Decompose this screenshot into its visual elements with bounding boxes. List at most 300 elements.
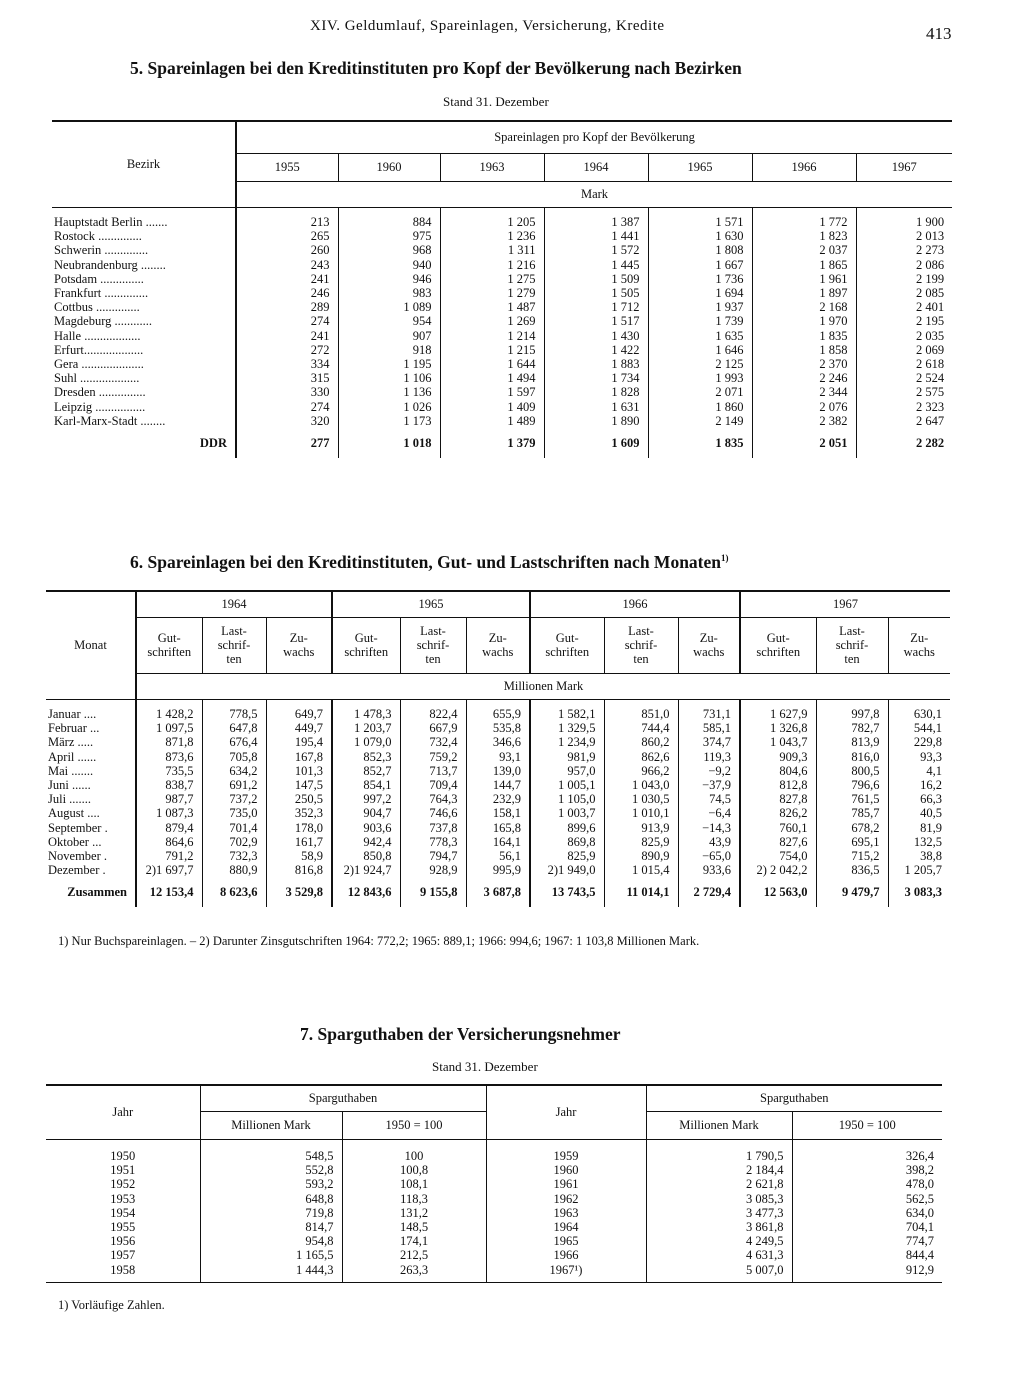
table-cell: 1 883 <box>544 357 648 371</box>
table7-subheader-mm-right: Millionen Mark <box>646 1111 792 1139</box>
table7-spacer-cell <box>792 1139 942 1149</box>
table5-col-label: Bezirk <box>52 121 236 207</box>
table-row <box>52 329 952 343</box>
table-row <box>46 821 950 835</box>
subheader-line: ten <box>844 652 860 666</box>
table6-subheader <box>740 617 816 673</box>
month-name: Januar .... <box>46 707 136 721</box>
table-cell: 1 582,1 <box>530 707 604 721</box>
table-cell: 827,8 <box>740 792 816 806</box>
table-cell: 997,8 <box>816 707 888 721</box>
table-cell: 1 215 <box>440 343 544 357</box>
subheader-line: schriften <box>756 645 801 659</box>
table-cell: 907 <box>338 329 440 343</box>
table7-group-header-left: Sparguthaben <box>200 1085 486 1111</box>
table-row <box>46 863 950 877</box>
table-cell: 2 647 <box>915 413 945 428</box>
table-cell: 213 <box>236 215 338 229</box>
table-cell: 704,1 <box>905 1220 935 1235</box>
table-cell: 2 035 <box>915 328 945 343</box>
table-cell: 2 199 <box>915 271 945 286</box>
table-cell: 778,5 <box>202 707 266 721</box>
table6-col-label: Monat <box>46 591 136 699</box>
table-cell: 1 010,1 <box>604 806 678 820</box>
table-cell: 862,6 <box>604 750 678 764</box>
table5-spacer-cell <box>752 207 856 215</box>
year-cell: 1956 <box>46 1234 200 1248</box>
table6-subheader <box>266 617 332 673</box>
year-cell: 1966 <box>486 1248 646 1262</box>
table-row <box>52 243 952 257</box>
table-cell: 1 311 <box>440 243 544 257</box>
year-cell: 1955 <box>46 1220 200 1234</box>
table-cell: 1 003,7 <box>530 806 604 820</box>
district-name: Frankfurt .............. <box>52 286 236 300</box>
month-name: Mai ....... <box>46 764 136 778</box>
year-cell: 1952 <box>46 1177 200 1191</box>
table-cell: 903,6 <box>332 821 400 835</box>
table-cell: 161,7 <box>266 835 332 849</box>
table-cell: 2 323 <box>915 399 945 414</box>
table-cell: 3 477,3 <box>646 1206 792 1220</box>
table-cell: 968 <box>338 243 440 257</box>
table-cell: 649,7 <box>266 707 332 721</box>
table-cell: 212,5 <box>342 1248 486 1262</box>
table-cell: 854,1 <box>332 778 400 792</box>
table-cell: 873,6 <box>136 750 202 764</box>
subheader-line: ten <box>425 652 441 666</box>
table-cell: 975 <box>338 229 440 243</box>
table-cell: −14,3 <box>678 821 740 835</box>
table-cell: 1 970 <box>752 314 856 328</box>
table-cell: 884 <box>338 215 440 229</box>
table-cell: 946 <box>338 272 440 286</box>
table-cell: 1 089 <box>338 300 440 314</box>
table-cell: 2 168 <box>752 300 856 314</box>
table-cell: 274 <box>236 400 338 414</box>
table-cell: 813,9 <box>816 735 888 749</box>
table6-spacer-cell <box>530 699 604 707</box>
table-cell: 1 422 <box>544 343 648 357</box>
table-row <box>52 385 952 399</box>
table-cell: 1 079,0 <box>332 735 400 749</box>
table-cell: 1 823 <box>752 229 856 243</box>
table-cell: 879,4 <box>136 821 202 835</box>
table-row <box>46 735 950 749</box>
table-cell: 909,3 <box>740 750 816 764</box>
table-cell: 250,5 <box>266 792 332 806</box>
table-row <box>52 215 952 229</box>
table-cell: 1 509 <box>544 272 648 286</box>
year-cell: 1965 <box>486 1234 646 1248</box>
table5-unit: Mark <box>580 186 609 201</box>
table5-total-row <box>52 428 952 458</box>
table-cell: 118,3 <box>342 1192 486 1206</box>
table-cell: 398,2 <box>905 1163 935 1178</box>
table6-subheader <box>400 617 466 673</box>
table-cell: 1 203,7 <box>332 721 400 735</box>
table-cell: 826,2 <box>740 806 816 820</box>
table5 <box>52 120 952 458</box>
table-cell: 2 069 <box>915 342 945 357</box>
total-cell: 1 379 <box>440 428 544 458</box>
table-cell: 966,2 <box>604 764 678 778</box>
table-cell: 1 444,3 <box>200 1263 342 1277</box>
table-cell: 3 085,3 <box>646 1192 792 1206</box>
table-cell: 933,6 <box>678 863 740 877</box>
total-cell: 12 153,4 <box>136 877 202 907</box>
table6-footnote: 1) Nur Buchspareinlagen. – 2) Darunter Zinsgutschriften 1964: 772,2; 1965: 889,1; 1966: 994,6; 1967: 1 103,8 Millionen Mark. <box>58 934 700 948</box>
table6-title-text: 6. Spareinlagen bei den Kreditinstituten, Gut- und Lastschriften nach Monaten <box>130 552 722 572</box>
table-cell: −65,0 <box>678 849 740 863</box>
table6-subheader <box>466 617 530 673</box>
table6-spacer-cell <box>46 699 136 707</box>
table6-spacer-cell <box>740 699 816 707</box>
total-cell: 2 051 <box>752 428 856 458</box>
table-cell: 2 273 <box>915 243 945 258</box>
table-cell: 131,2 <box>342 1206 486 1220</box>
table-cell: 544,1 <box>913 721 943 736</box>
total-cell: 8 623,6 <box>202 877 266 907</box>
district-name: Leipzig ................ <box>52 400 236 414</box>
table-cell: 954 <box>338 314 440 328</box>
table-cell: 1 205,7 <box>904 863 943 878</box>
table5-year-header: 1955 <box>236 153 338 181</box>
month-name: Juni ...... <box>46 778 136 792</box>
table-cell: 1 026 <box>338 400 440 414</box>
table-cell: 791,2 <box>136 849 202 863</box>
table-cell: 825,9 <box>604 835 678 849</box>
table-cell: 1 326,8 <box>740 721 816 735</box>
table-cell: 2 246 <box>752 371 856 385</box>
table5-year-header: 1964 <box>544 153 648 181</box>
table-cell: 108,1 <box>342 1177 486 1191</box>
table-cell: 634,2 <box>202 764 266 778</box>
district-name: Potsdam .............. <box>52 272 236 286</box>
table7-spacer-cell <box>200 1139 342 1149</box>
district-name: Karl-Marx-Stadt ........ <box>52 414 236 428</box>
table-cell: −6,4 <box>678 806 740 820</box>
table-cell: 1 631 <box>544 400 648 414</box>
table5-spacer-cell <box>338 207 440 215</box>
year-cell: 1961 <box>486 1177 646 1191</box>
total-cell: 3 083,3 <box>904 885 943 900</box>
table-cell: 852,7 <box>332 764 400 778</box>
table7-spacer-cell <box>342 1139 486 1149</box>
total-cell: 11 014,1 <box>604 877 678 907</box>
table-row <box>52 357 952 371</box>
table-cell: 2)1 697,7 <box>136 863 202 877</box>
table5-spacer-cell <box>856 207 952 215</box>
table-cell: 1 739 <box>648 314 752 328</box>
table-cell: 167,8 <box>266 750 332 764</box>
table-cell: 954,8 <box>200 1234 342 1248</box>
year-cell: 1950 <box>46 1149 200 1163</box>
table-cell: 16,2 <box>920 778 943 793</box>
table6-spacer-cell <box>678 699 740 707</box>
table-cell: 585,1 <box>678 721 740 735</box>
table6-total-row <box>46 877 950 907</box>
table6-spacer-cell <box>888 699 950 707</box>
year-cell: 1962 <box>486 1192 646 1206</box>
table-cell: 1 734 <box>544 371 648 385</box>
table-cell: 40,5 <box>920 806 943 821</box>
table-cell: 158,1 <box>466 806 530 820</box>
subheader-line: Gut- <box>354 631 378 645</box>
table6-subheader <box>530 617 604 673</box>
table6-subheader <box>678 617 740 673</box>
district-name: Neubrandenburg ........ <box>52 258 236 272</box>
table-cell: 1 494 <box>440 371 544 385</box>
page-number: 413 <box>926 24 952 43</box>
table7-subtitle: Stand 31. Dezember <box>432 1059 538 1074</box>
table-cell: 1 505 <box>544 286 648 300</box>
table-row <box>46 835 950 849</box>
table-cell: 1 105,0 <box>530 792 604 806</box>
total-cell: 277 <box>236 428 338 458</box>
table-cell: 634,0 <box>905 1205 935 1220</box>
table-cell: 374,7 <box>678 735 740 749</box>
table-cell: 864,6 <box>136 835 202 849</box>
table-cell: 890,9 <box>604 849 678 863</box>
subheader-line: Gut- <box>555 631 579 645</box>
table5-spacer-cell <box>440 207 544 215</box>
subheader-line: schriften <box>147 645 192 659</box>
table-cell: 860,2 <box>604 735 678 749</box>
subheader-line: schrif- <box>217 638 251 652</box>
table-cell: 1 165,5 <box>200 1248 342 1262</box>
table-cell: 844,4 <box>905 1248 935 1263</box>
table-row <box>52 272 952 286</box>
table-row <box>46 778 950 792</box>
table6-spacer-cell <box>816 699 888 707</box>
table7-spacer-row <box>46 1139 942 1149</box>
table-cell: 731,1 <box>678 707 740 721</box>
table-cell: 119,3 <box>678 750 740 764</box>
table-cell: 147,5 <box>266 778 332 792</box>
table-row <box>52 400 952 414</box>
table7-end-cell <box>200 1277 342 1283</box>
table-cell: 74,5 <box>678 792 740 806</box>
table7-end-cell <box>342 1277 486 1283</box>
table-row <box>46 764 950 778</box>
table-row <box>46 1220 942 1234</box>
table7-spacer-cell <box>46 1139 200 1149</box>
table-row <box>46 1234 942 1248</box>
table-cell: 144,7 <box>466 778 530 792</box>
table-cell: 132,5 <box>913 834 943 849</box>
table-cell: 997,2 <box>332 792 400 806</box>
district-name: Rostock .............. <box>52 229 236 243</box>
year-cell: 1957 <box>46 1248 200 1262</box>
table-row <box>52 300 952 314</box>
table-cell: 1 597 <box>440 385 544 399</box>
district-name: Cottbus .............. <box>52 300 236 314</box>
table-cell: 38,8 <box>920 849 943 864</box>
table-cell: 800,5 <box>816 764 888 778</box>
table-cell: 648,8 <box>200 1192 342 1206</box>
table-cell: 785,7 <box>816 806 888 820</box>
table-cell: 737,8 <box>400 821 466 835</box>
table-row <box>46 721 950 735</box>
table-cell: 754,0 <box>740 849 816 863</box>
district-name: Hauptstadt Berlin ....... <box>52 215 236 229</box>
table-cell: 814,7 <box>200 1220 342 1234</box>
subheader-line: schrif- <box>416 638 450 652</box>
table-cell: 735,0 <box>202 806 266 820</box>
table-cell: 1 790,5 <box>646 1149 792 1163</box>
table-cell: 918 <box>338 343 440 357</box>
year-cell: 1963 <box>486 1206 646 1220</box>
table-cell: 1 860 <box>648 400 752 414</box>
table-cell: 93,1 <box>466 750 530 764</box>
table-cell: 782,7 <box>816 721 888 735</box>
table-row <box>46 1206 942 1220</box>
table-cell: 43,9 <box>678 835 740 849</box>
table-cell: 759,2 <box>400 750 466 764</box>
table5-spacer-cell <box>648 207 752 215</box>
table-cell: 1 667 <box>648 258 752 272</box>
table6-year-header: 1967 <box>740 591 950 617</box>
table-cell: 695,1 <box>816 835 888 849</box>
table6-title-footnote-mark: 1) <box>721 553 729 564</box>
table-cell: 812,8 <box>740 778 816 792</box>
table7-end-cell <box>646 1277 792 1283</box>
table-cell: 1 937 <box>648 300 752 314</box>
table-cell: 174,1 <box>342 1234 486 1248</box>
table7-end-cell <box>46 1277 200 1283</box>
table-row <box>52 286 952 300</box>
table-cell: 100,8 <box>342 1163 486 1177</box>
table-cell: 241 <box>236 272 338 286</box>
table-cell: 1 828 <box>544 385 648 399</box>
table-cell: 816,0 <box>816 750 888 764</box>
table-cell: 827,6 <box>740 835 816 849</box>
subheader-line: Last- <box>628 624 654 638</box>
table-cell: 942,4 <box>332 835 400 849</box>
table-cell: 1 646 <box>648 343 752 357</box>
subheader-line: Gut- <box>766 631 790 645</box>
table-cell: 1 329,5 <box>530 721 604 735</box>
table6-spacer-row <box>46 699 950 707</box>
table7-spacer-cell <box>486 1139 646 1149</box>
district-name: Gera .................... <box>52 357 236 371</box>
table-cell: 778,3 <box>400 835 466 849</box>
table-cell: 928,9 <box>400 863 466 877</box>
table-cell: 315 <box>236 371 338 385</box>
table-cell: 825,9 <box>530 849 604 863</box>
table-cell: 148,5 <box>342 1220 486 1234</box>
table-cell: 822,4 <box>400 707 466 721</box>
district-name: Magdeburg ............ <box>52 314 236 328</box>
table-cell: 552,8 <box>200 1163 342 1177</box>
table-cell: 1 694 <box>648 286 752 300</box>
district-name: Dresden ............... <box>52 385 236 399</box>
table-cell: −9,2 <box>678 764 740 778</box>
table-row <box>46 1192 942 1206</box>
subheader-line: schrif- <box>835 638 869 652</box>
table-cell: 352,3 <box>266 806 332 820</box>
table-cell: 165,8 <box>466 821 530 835</box>
total-cell: 9 479,7 <box>816 877 888 907</box>
table7-subheader-index-right: 1950 = 100 <box>838 1117 896 1132</box>
year-cell: 1954 <box>46 1206 200 1220</box>
table6-spacer-cell <box>266 699 332 707</box>
table5-title: 5. Spareinlagen bei den Kreditinstituten pro Kopf der Bevölkerung nach Bezirken <box>130 58 742 78</box>
table-cell: 1 865 <box>752 258 856 272</box>
table-cell: 746,6 <box>400 806 466 820</box>
month-name: Dezember . <box>46 863 136 877</box>
table5-year-header: 1963 <box>440 153 544 181</box>
total-label: Zusammen <box>46 877 136 907</box>
subheader-line: Last- <box>420 624 446 638</box>
month-name: Februar ... <box>46 721 136 735</box>
table-cell: 1 195 <box>338 357 440 371</box>
table-cell: 1 712 <box>544 300 648 314</box>
subheader-line: Gut- <box>157 631 181 645</box>
subheader-line: wachs <box>482 645 514 659</box>
table-cell: 735,5 <box>136 764 202 778</box>
table-cell: 1 835 <box>752 329 856 343</box>
table-cell: 195,4 <box>266 735 332 749</box>
table6-subheader <box>816 617 888 673</box>
table-cell: 2) 2 042,2 <box>740 863 816 877</box>
table-cell: 709,4 <box>400 778 466 792</box>
table7-subheader-index-left: 1950 = 100 <box>342 1111 486 1139</box>
table-cell: 719,8 <box>200 1206 342 1220</box>
table6-subheader <box>604 617 678 673</box>
year-cell: 1953 <box>46 1192 200 1206</box>
month-name: November . <box>46 849 136 863</box>
total-cell: 9 155,8 <box>400 877 466 907</box>
month-name: Juli ....... <box>46 792 136 806</box>
total-cell: 13 743,5 <box>530 877 604 907</box>
table-cell: 1 900 <box>915 215 945 229</box>
table-cell: 66,3 <box>920 792 943 807</box>
table-cell: 655,9 <box>466 707 530 721</box>
table-cell: 737,2 <box>202 792 266 806</box>
table-cell: 241 <box>236 329 338 343</box>
table6-spacer-cell <box>136 699 202 707</box>
table7-col-label-right: Jahr <box>486 1085 646 1139</box>
table-cell: 1 173 <box>338 414 440 428</box>
table-cell: 705,8 <box>202 750 266 764</box>
table-cell: 58,9 <box>266 849 332 863</box>
table-cell: 263,3 <box>342 1263 486 1277</box>
table-cell: 2 076 <box>752 400 856 414</box>
year-cell: 1960 <box>486 1163 646 1177</box>
table5-spacer-row <box>52 207 952 215</box>
subheader-line: Zu- <box>910 631 929 645</box>
table-cell: 593,2 <box>200 1177 342 1191</box>
total-cell: 1 018 <box>338 428 440 458</box>
table-cell: 100 <box>342 1149 486 1163</box>
table-cell: 851,0 <box>604 707 678 721</box>
table-cell: 1 890 <box>544 414 648 428</box>
table-cell: 1 214 <box>440 329 544 343</box>
table-cell: 2 524 <box>915 371 945 386</box>
table7-footnote: 1) Vorläufige Zahlen. <box>58 1298 165 1312</box>
district-name: Schwerin .............. <box>52 243 236 257</box>
table7-end-cell <box>486 1277 646 1283</box>
year-cell: 1967¹) <box>486 1263 646 1277</box>
table-cell: 1 572 <box>544 243 648 257</box>
table-cell: 2 085 <box>915 286 945 301</box>
table-cell: 761,5 <box>816 792 888 806</box>
table-cell: 2 149 <box>648 414 752 428</box>
table-cell: 995,9 <box>466 863 530 877</box>
table-cell: 1 630 <box>648 229 752 243</box>
